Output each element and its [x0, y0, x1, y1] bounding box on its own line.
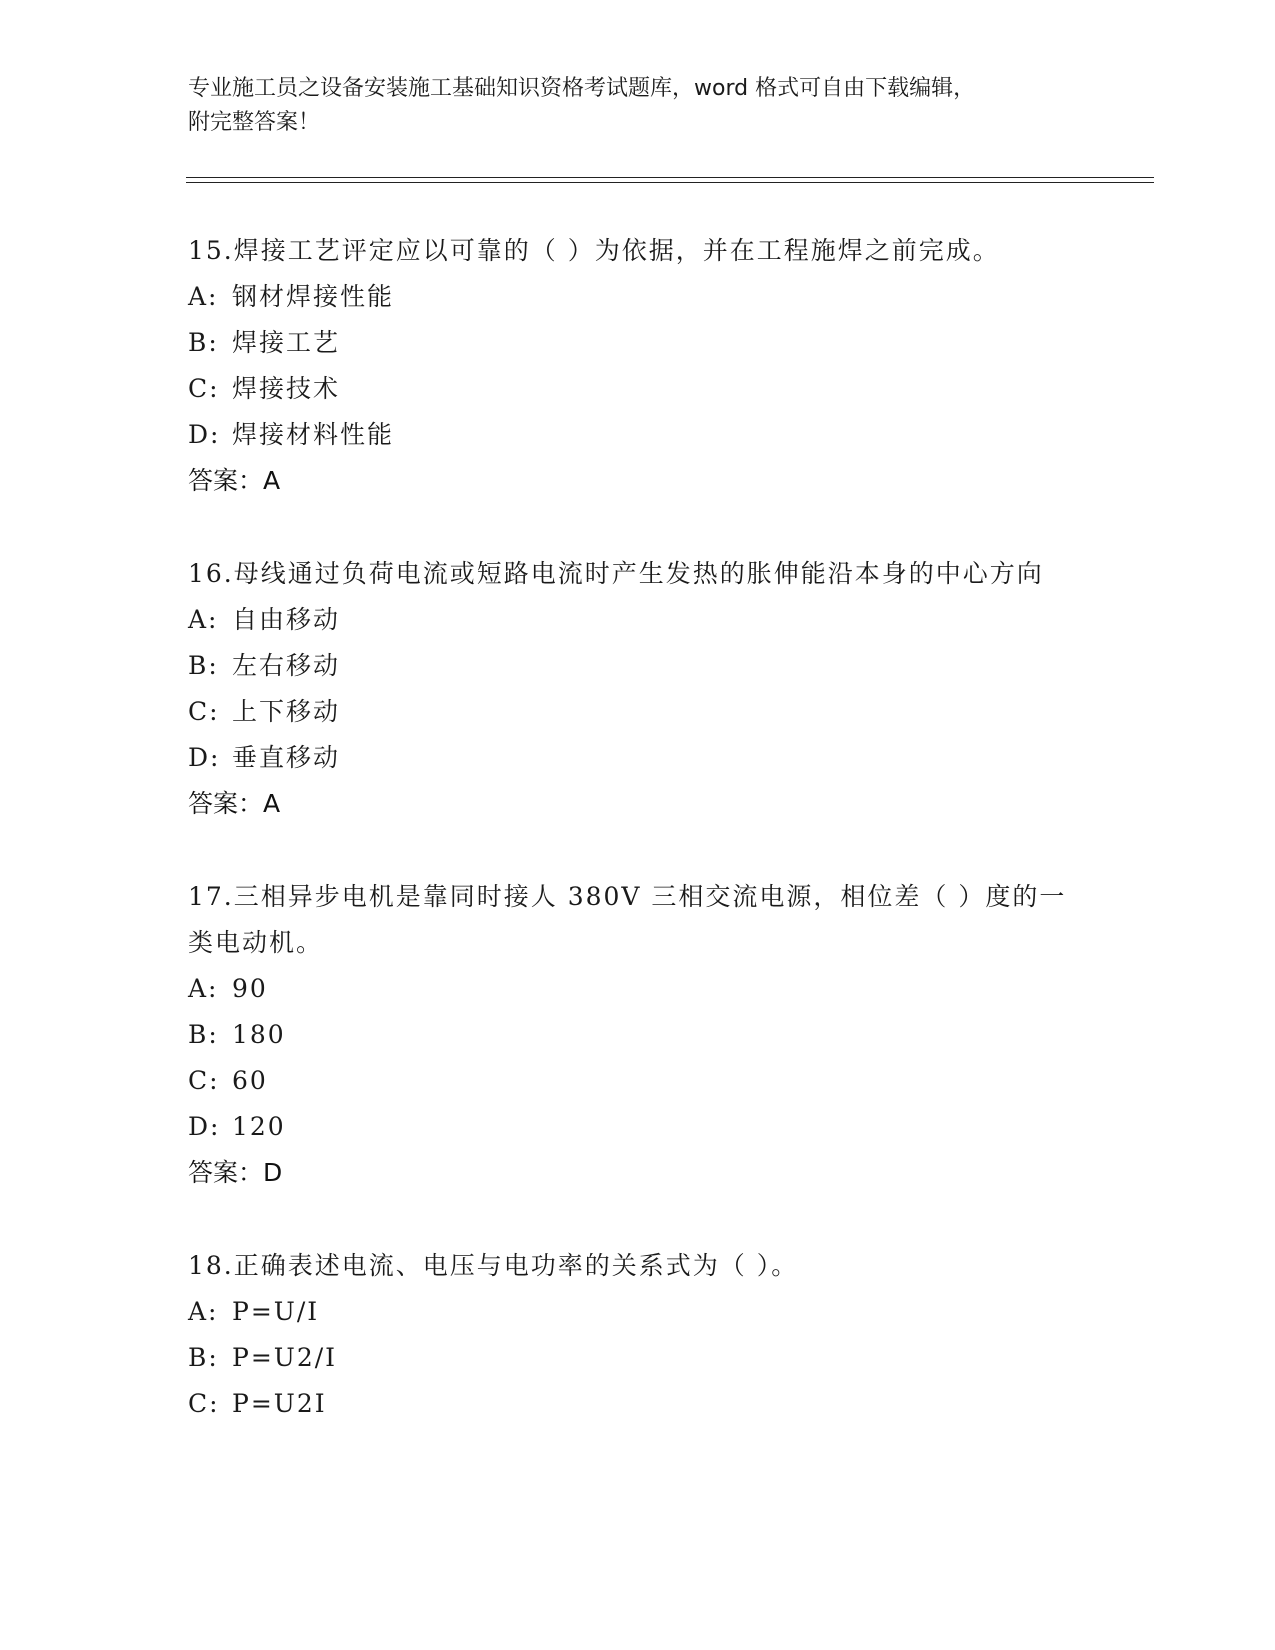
option-letter: B:	[188, 1020, 219, 1049]
answer-line: 答案：A	[188, 789, 281, 818]
option-letter: B:	[188, 651, 219, 680]
option-text: P=U2I	[232, 1389, 327, 1418]
option-c	[188, 366, 1088, 412]
option-letter: C:	[188, 374, 220, 403]
option-text: P=U/I	[232, 1297, 320, 1326]
option-text: 焊接工艺	[232, 328, 341, 357]
option-letter: A:	[188, 605, 219, 634]
option-b	[188, 643, 1088, 689]
question-text: 17.三相异步电机是靠同时接人 380V 三相交流电源，相位差（ ）度的一类电动机。	[188, 882, 1067, 957]
question-text: 18.正确表述电流、电压与电功率的关系式为（ ）。	[188, 1251, 799, 1280]
header-line-1: 专业施工员之设备安装施工基础知识资格考试题库，word 格式可自由下载编辑，	[188, 76, 976, 101]
option-a	[188, 597, 1088, 643]
question-17	[188, 874, 1088, 1196]
option-text: 左右移动	[232, 651, 341, 680]
question-text: 16.母线通过负荷电流或短路电流时产生发热的胀伸能沿本身的中心方向	[188, 559, 1044, 588]
option-text: 自由移动	[232, 605, 341, 634]
option-letter: A:	[188, 282, 219, 311]
option-b	[188, 1012, 1088, 1058]
option-text: P=U2/I	[232, 1343, 338, 1372]
question-15	[188, 228, 1088, 504]
option-text: 上下移动	[232, 697, 341, 726]
option-text: 120	[232, 1112, 286, 1141]
option-text: 钢材焊接性能	[232, 282, 395, 311]
option-text: 焊接技术	[232, 374, 341, 403]
option-letter: C:	[188, 1389, 220, 1418]
option-d	[188, 735, 1088, 781]
option-letter: A:	[188, 974, 219, 1003]
option-letter: C:	[188, 1066, 220, 1095]
header-divider-bottom	[186, 182, 1154, 183]
question-list	[188, 228, 1088, 1474]
option-text: 垂直移动	[232, 743, 341, 772]
header-divider-top	[186, 177, 1154, 178]
question-text: 15.焊接工艺评定应以可靠的（ ）为依据，并在工程施焊之前完成。	[188, 236, 1000, 265]
option-text: 60	[232, 1066, 268, 1095]
option-b	[188, 1335, 1088, 1381]
option-letter: B:	[188, 328, 219, 357]
option-letter: D:	[188, 420, 221, 449]
answer-line: 答案：D	[188, 1158, 283, 1187]
option-letter: B:	[188, 1343, 219, 1372]
question-18	[188, 1243, 1088, 1427]
option-text: 焊接材料性能	[232, 420, 395, 449]
option-d	[188, 1104, 1088, 1150]
header-line-2: 附完整答案！	[188, 110, 321, 135]
option-a	[188, 274, 1088, 320]
option-b	[188, 320, 1088, 366]
option-text: 90	[232, 974, 268, 1003]
option-d	[188, 412, 1088, 458]
answer-line: 答案：A	[188, 466, 281, 495]
option-a	[188, 1289, 1088, 1335]
option-letter: A:	[188, 1297, 219, 1326]
question-16	[188, 551, 1088, 827]
option-letter: C:	[188, 697, 220, 726]
option-letter: D:	[188, 1112, 221, 1141]
option-c	[188, 1058, 1088, 1104]
option-c	[188, 1381, 1088, 1427]
option-a	[188, 966, 1088, 1012]
option-c	[188, 689, 1088, 735]
option-letter: D:	[188, 743, 221, 772]
document-header	[188, 72, 1088, 140]
option-text: 180	[232, 1020, 286, 1049]
